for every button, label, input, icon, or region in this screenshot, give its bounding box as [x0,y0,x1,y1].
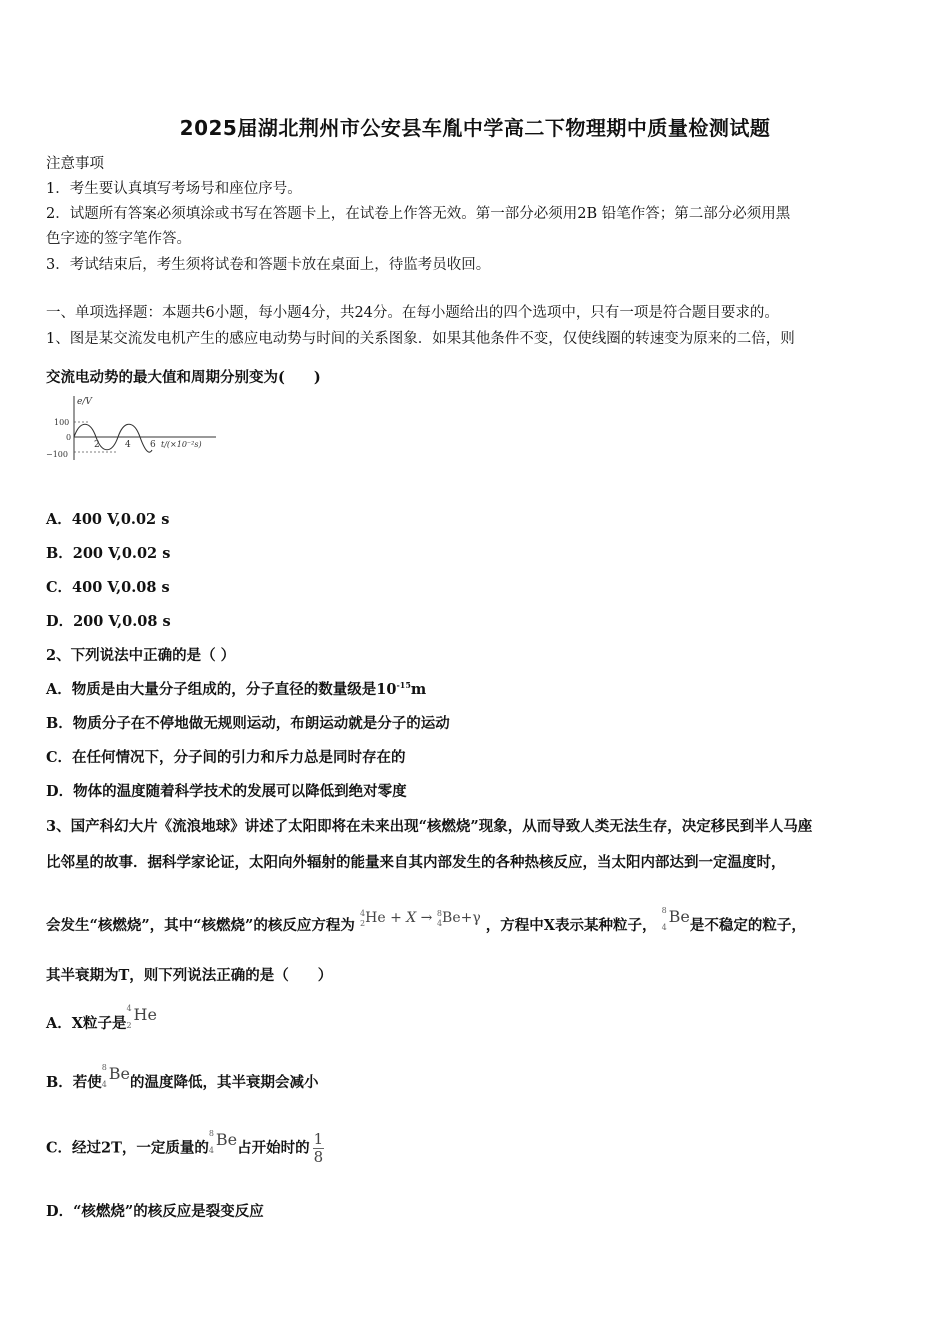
q3-option-b-post: 的温度降低，其半衰期会减小 [130,1074,319,1091]
q1-option-a[interactable]: A．400 V,0.02 s [46,511,170,528]
section-heading: 一、单项选择题：本题共6小题，每小题4分，共24分。在每小题给出的四个选项中，只有一项是符合题目要求的。 [46,305,779,321]
q3-option-c-pre: C．经过2T，一定质量的 [46,1139,209,1157]
graph-ytick-100: 100 [54,418,70,427]
q3-option-a-text: A．X粒子是 [46,1015,127,1032]
eq-be-rest: Be+γ [442,910,481,926]
q2-option-a-unit: m [410,681,427,698]
q3-be-nuclide [661,906,690,934]
eq-he-charge: 2 [360,919,366,928]
be-charge: 4 [661,923,667,932]
q3-line3-pre: 会发生“核燃烧”，其中“核燃烧”的核反应方程为 [46,917,355,934]
q1-option-c[interactable]: C．400 V,0.08 s [46,579,170,596]
graph-xtick-6: 6 [150,440,156,450]
q2-option-a-text: A．物质是由大量分子组成的，分子直径的数量级是10 [46,681,397,698]
graph-xtick-4: 4 [125,440,131,450]
graph-ytick-0: 0 [66,433,72,442]
be-charge: 4 [101,1080,107,1089]
q3-stem-line-2: 比邻星的故事．据科学家论证，太阳向外辐射的能量来自其内部发生的各种热核反应，当太阳内部达到一定温度时， [46,854,786,871]
q3-option-c-post: 占开始时的 [237,1139,310,1157]
q1-stem-line-1: 1、图是某交流发电机产生的感应电动势与时间的关系图象．如果其他条件不变，仅使线圈的转速变为原来的二倍，则 [46,331,795,347]
be-mass: 8 [101,1063,107,1072]
be-mass: 8 [208,1128,215,1138]
he-mass: 4 [126,1004,132,1013]
q3-option-c[interactable] [46,1128,324,1166]
q2-stem: 2、下列说法中正确的是（ ） [46,647,236,664]
fraction-one-eighth [313,1131,325,1166]
q2-option-a-exponent: -15 [396,680,411,691]
q1-option-d[interactable]: D．200 V,0.08 s [46,613,171,630]
be-mass: 8 [661,906,667,915]
q3-option-c-be-nuclide [208,1128,238,1157]
he-charge: 2 [126,1021,132,1030]
graph-ylabel: e/V [77,397,92,407]
q2-option-b[interactable]: B．物质分子在不停地做无规则运动，布朗运动就是分子的运动 [46,715,450,732]
q3-stem-line-3 [46,906,806,935]
notice-item-3: 3．考试结束后，考生须将试卷和答题卡放在桌面上，待监考员收回。 [46,257,491,273]
notice-item-1: 1．考生要认真填写考场号和座位序号。 [46,181,302,197]
eq-he: He [365,910,386,926]
fraction-denominator: 8 [313,1148,324,1166]
be-symbol: Be [215,1129,238,1149]
eq-be-charge: 4 [436,919,443,928]
q3-nuclear-equation [360,910,481,926]
notice-heading: 注意事项 [46,156,104,172]
q2-option-c[interactable]: C．在任何情况下，分子间的引力和斥力总是同时存在的 [46,749,406,766]
q2-option-a[interactable] [46,678,426,699]
q3-stem-line-4: 其半衰期为T，则下列说法正确的是（ ） [46,967,333,984]
be-symbol: Be [108,1064,130,1083]
q3-stem-line-1: 3、国产科幻大片《流浪地球》讲述了太阳即将在未来出现“核燃烧”现象，从而导致人类无法生存，决定移民到半人马座 [46,818,813,835]
q1-stem-line-2: 交流电动势的最大值和周期分别变为( ) [46,369,321,386]
q3-option-d[interactable]: D．“核燃烧”的核反应是裂变反应 [46,1203,264,1220]
he-symbol: He [133,1005,157,1024]
notice-item-2-cont: 色字迹的签字笔作答。 [46,231,191,247]
page-title: 2025届湖北荆州市公安县车胤中学高二下物理期中质量检测试题 [179,116,771,140]
q2-option-d[interactable]: D．物体的温度随着科学技术的发展可以降低到绝对零度 [46,783,407,800]
eq-he-mass: 4 [359,909,366,918]
be-symbol: Be [668,907,690,926]
graph-xtick-2: 2 [94,440,100,450]
fraction-numerator: 1 [313,1130,324,1148]
q3-line3-mid: ，方程中X表示某种粒子， [485,917,657,934]
eq-plus-x: + X → [390,910,433,926]
graph-xlabel: t/(×10⁻²s) [161,440,202,449]
notice-item-2: 2．试题所有答案必须填涂或书写在答题卡上，在试卷上作答无效。第一部分必须用2B 铅笔作答；第二部分必须用黑 [46,206,791,222]
q3-option-b-be-nuclide [101,1063,130,1091]
q3-option-a[interactable] [46,1004,157,1033]
graph-ytick-neg100: −100 [46,450,68,459]
q3-option-b-pre: B．若使 [46,1074,102,1091]
be-charge: 4 [208,1145,215,1155]
eq-be-mass: 8 [436,909,442,918]
graph-sine-curve [74,424,152,452]
q3-line3-post: 是不稳定的粒子， [689,917,806,934]
q3-option-b[interactable] [46,1063,319,1092]
q1-emf-graph [44,392,224,464]
q3-he-nuclide [126,1004,157,1032]
q1-option-b[interactable]: B．200 V,0.02 s [46,545,171,562]
